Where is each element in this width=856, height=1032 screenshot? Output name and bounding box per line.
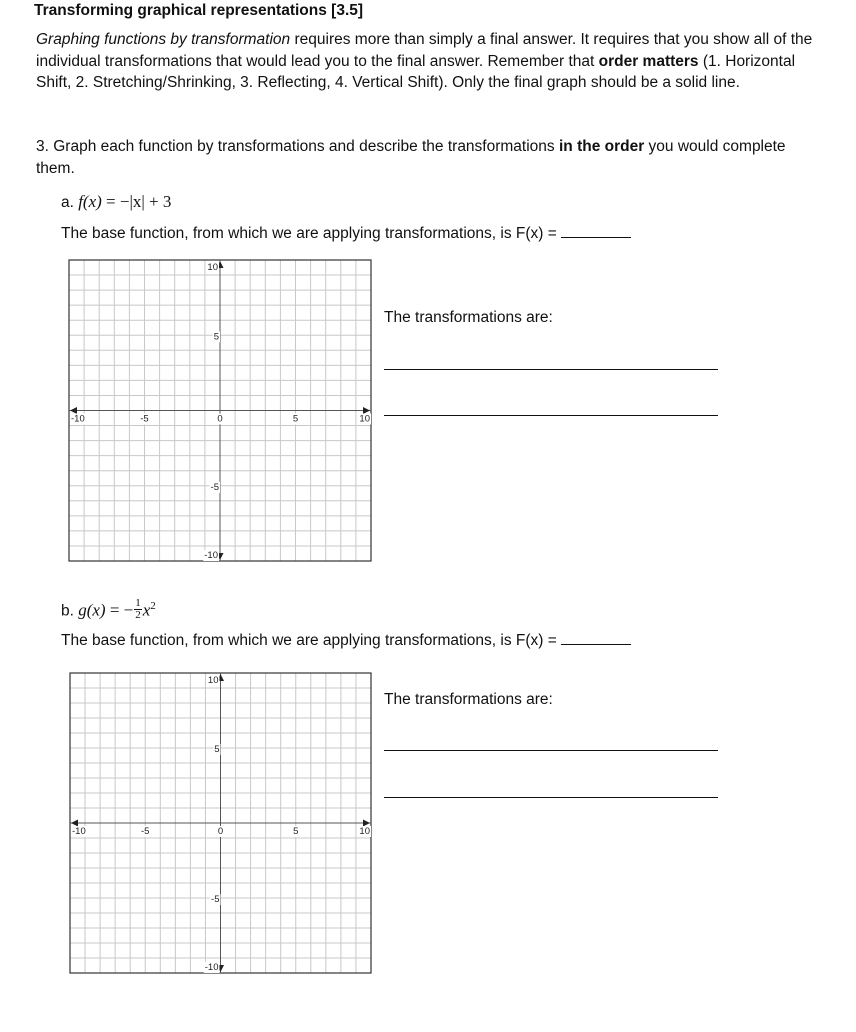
part-b-equals: = (109, 600, 120, 620)
part-b-answer-line-1[interactable] (384, 750, 718, 751)
part-b-base-blank[interactable] (561, 630, 631, 645)
question-text-1: 3. Graph each function by transformations and describe the transformations (36, 138, 559, 155)
part-a-base-blank[interactable] (561, 223, 631, 238)
graph-b[interactable] (69, 672, 372, 974)
part-a-func-name: f(x) (78, 192, 102, 211)
part-b-exponent: 2 (150, 600, 156, 612)
part-b-answer-line-2[interactable] (384, 797, 718, 798)
page-title: Transforming graphical representations [3.5] (34, 2, 364, 19)
intro-text-2: (1. Horizontal Shift, 2. Stretching/Shrinking, 3. Reflecting, 4. Vertical Shift). Only the final graph should be a solid line. (36, 52, 796, 91)
part-b-func-name: g(x) (78, 600, 106, 620)
part-b-function (61, 595, 156, 623)
part-a-answer-line-2[interactable] (384, 415, 718, 416)
part-b-frac-den: 2 (135, 609, 141, 622)
question-bold-phrase: in the order (558, 138, 645, 155)
part-a-equals: = (106, 192, 116, 211)
graph-a-tick-y-neg5: -5 (210, 481, 219, 493)
graph-a-tick-y-min: -10 (204, 550, 218, 561)
graph-b-tick-x-zero: 0 (217, 826, 224, 837)
graph-a-tick-y-max: 10 (207, 262, 218, 273)
part-b-base-function (61, 630, 631, 652)
question-3 (36, 136, 816, 180)
graph-b-tick-y-max: 10 (207, 675, 219, 686)
graph-b-tick-x-pos5: 5 (293, 826, 299, 837)
graph-a-tick-x-pos5: 5 (292, 413, 299, 425)
graph-a[interactable] (68, 259, 372, 562)
graph-b-tick-x-neg5: -5 (141, 826, 150, 837)
graph-a-tick-y-pos5: 5 (213, 331, 219, 343)
graph-a-tick-x-max: 10 (359, 413, 370, 425)
part-a-label: a. (61, 194, 74, 211)
graph-b-tick-y-min: -10 (204, 962, 219, 973)
graph-a-tick-x-neg5: -5 (140, 413, 149, 425)
part-b-neg: − (123, 600, 134, 620)
part-b-label: b. (61, 602, 74, 620)
part-b-frac-num: 1 (135, 597, 141, 610)
question-text-2: you would complete them. (36, 138, 786, 177)
part-b-base-text: The base function, from which we are applying transformations, is F(x) = (61, 632, 562, 649)
part-a-answer-line-1[interactable] (384, 369, 718, 370)
graph-b-tick-y-pos5: 5 (214, 744, 220, 755)
part-a-function (61, 191, 171, 214)
part-a-transformations-label: The transformations are: (384, 309, 553, 326)
part-b-fraction (134, 598, 142, 621)
part-b-transformations-label: The transformations are: (384, 691, 553, 708)
part-a-base-text: The base function, from which we are applying transformations, is F(x) = (61, 225, 562, 242)
graph-b-tick-x-min: -10 (72, 826, 86, 837)
graph-a-tick-x-zero: 0 (217, 413, 223, 425)
intro-paragraph (36, 29, 816, 94)
intro-italic-phrase: Graphing functions by transformation (36, 31, 291, 48)
intro-bold-phrase: order matters (598, 52, 699, 70)
intro-text-1: requires more than simply a final answer. It requires that you show all of the individual transformations that would lead you to the final answer. Remember that (36, 31, 813, 70)
graph-b-tick-x-max: 10 (359, 826, 370, 837)
graph-a-tick-x-min: -10 (71, 413, 85, 425)
part-b-var: x (142, 600, 151, 620)
graph-b-tick-y-neg5: -5 (211, 894, 220, 905)
part-a-base-function (61, 223, 631, 245)
part-a-expression: −|x| + 3 (119, 192, 172, 211)
